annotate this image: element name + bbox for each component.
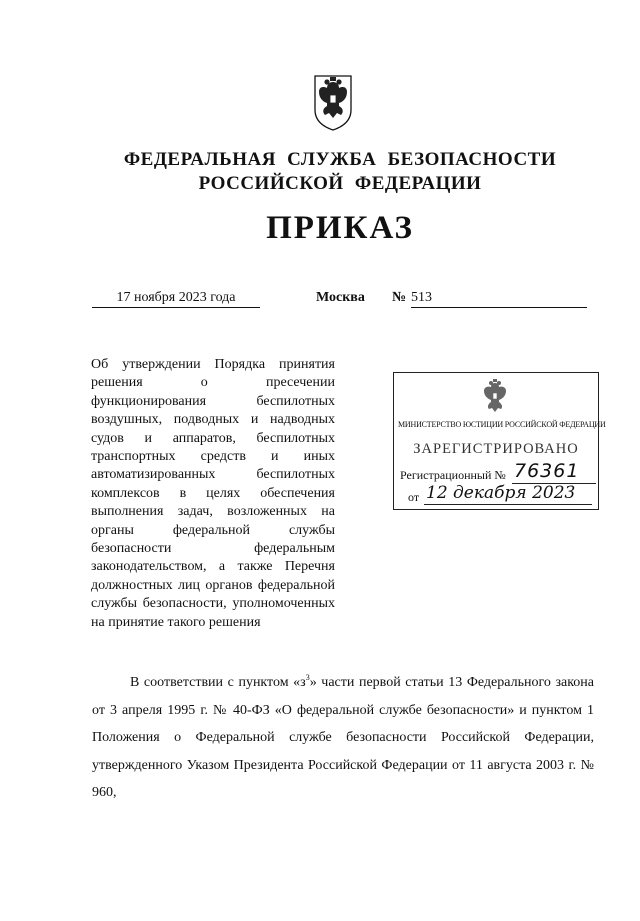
stamp-date-line (408, 483, 594, 509)
stamp-registered-label: ЗАРЕГИСТРИРОВАНО (413, 441, 579, 457)
agency-line-2: РОССИЙСКОЙ ФЕДЕРАЦИИ (198, 173, 482, 194)
document-type-title: ПРИКАЗ (266, 210, 414, 246)
stamp-date-underline (424, 504, 592, 505)
registration-stamp (393, 372, 606, 510)
order-number: 513 (411, 289, 587, 308)
body-paragraph (92, 669, 594, 807)
stamp-registration-number-label: Регистрационный № (400, 468, 506, 482)
order-subject: Об утверждении Порядка принятия решения о пресечении функционирования беспилотных воздушных, подводных и надводных судов и аппаратов, беспилотных транспортных средств и иных автоматизированных беспилотных комплексов в целях обеспечения выполнения задач, возложенных на органы федеральной службы безопасности федеральным законодательством, а также Перечня должностных лиц органов федеральной службы безопасности, уполномоченных на принятие такого решения (91, 357, 335, 630)
stamp-registration-date: 12 декабря 2023 (426, 483, 576, 503)
body-paragraph-superscript: 3 (305, 673, 310, 682)
agency-line-1: ФЕДЕРАЛЬНАЯ СЛУЖБА БЕЗОПАСНОСТИ (123, 149, 557, 170)
order-number-sign: № (392, 290, 407, 305)
russian-double-headed-eagle-emblem-icon (312, 68, 354, 132)
stamp-registration-number: 76361 (514, 460, 580, 482)
stamp-ministry: МИНИСТЕРСТВО ЮСТИЦИИ РОССИЙСКОЙ ФЕДЕРАЦИИ (398, 420, 606, 429)
stamp-date-label: от (408, 490, 420, 504)
body-paragraph-part-2: » части первой статьи 13 Федерального закона от 3 апреля 1995 г. № 40-ФЗ «О федеральной службе безопасности» и пунктом 1 Положения о Федеральной службе безопасности Российской Федерации, утвержденного Указом Президента Российской Федерации от 11 августа 2003 г. № 960, (92, 675, 594, 800)
agency-name (0, 148, 640, 196)
order-city: Москва (316, 290, 365, 305)
stamp-eagle-emblem-icon (479, 377, 511, 417)
body-paragraph-part-1: В соответствии с пунктом «з (130, 675, 306, 690)
order-date: 17 ноября 2023 года (92, 289, 260, 308)
